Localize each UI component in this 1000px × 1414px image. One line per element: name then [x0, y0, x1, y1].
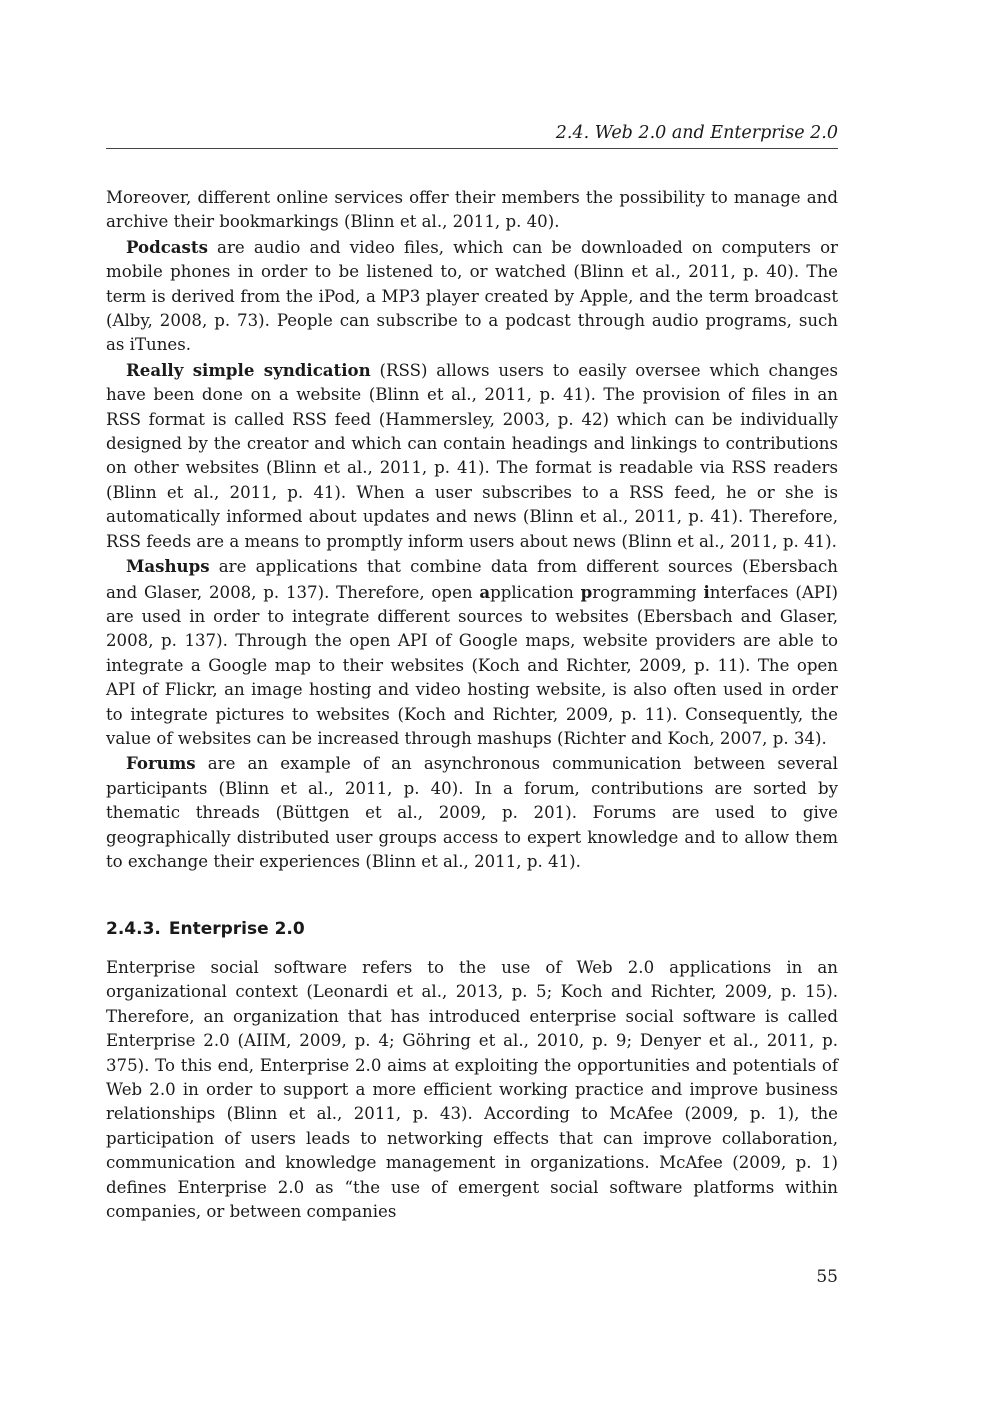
- term-podcasts: Podcasts: [126, 236, 208, 257]
- paragraph-podcasts: [106, 235, 838, 358]
- paragraph-rss: [106, 358, 838, 554]
- body-text: [106, 186, 838, 874]
- paragraph-text: Enterprise social software refers to the use of Web 2.0 applications in an organizational context (Leonardi et al., 2013, p. 5; Koch and Richter, 2009, p. 15). Therefore, an organization that has introduced enterprise social software is called Enterprise 2.0 (AIIM, 2009, p. 4; Göhring et al., 2010, p. 9; Denyer et al., 2011, p. 375). To this end, Enterprise 2.0 aims at exploiting the opportunities and potentials of Web 2.0 in order to support a more efficient working practice and improve business relationships (Blinn et al., 2011, p. 43). According to McAfee (2009, p. 1), the participation of users leads to networking effects that can improve collaboration, communication and knowledge management in organizations. McAfee (2009, p. 1) defines Enterprise 2.0 as “the use of emergent social software platforms within companies, or between companies: [106, 958, 838, 1222]
- term-rss: Really simple syndication: [126, 359, 371, 380]
- paragraph-text: rogramming: [592, 582, 704, 602]
- subsection-body: [106, 956, 838, 1224]
- paragraph-text: are audio and video files, which can be downloaded on computers or mobile phones in order to be listened to, or watched (Blinn et al., 2011, p. 40). The term is derived from the iPod, a MP3 player created by Apple, and the term broadcast (Alby, 2008, p. 73). People can subscribe to a podcast through audio programs, such as iTunes.: [106, 237, 838, 355]
- term-forums: Forums: [126, 753, 196, 774]
- subsection-number: 2.4.3.: [106, 919, 161, 939]
- running-header: 2.4. Web 2.0 and Enterprise 2.0: [555, 123, 838, 143]
- paragraph-text: are applications that combine data from different sources (Ebersbach and Glaser, 2008, p. 137). Therefore, open: [106, 557, 838, 602]
- subsection-title: Enterprise 2.0: [168, 919, 305, 939]
- paragraph-enterprise: [106, 956, 838, 1224]
- acronym-letter-i: i: [703, 581, 710, 602]
- paragraph-text: pplication: [490, 582, 581, 602]
- header-rule: [106, 148, 838, 149]
- paragraph-bookmarkings: [106, 186, 838, 235]
- paragraph-text: nterfaces (API) are used in order to integrate different sources to websites (Ebersbach and Glaser, 2008, p. 137). Through the open API of Google maps, website providers are able to integrate a Google map to their websites (Koch and Richter, 2009, p. 11). The open API of Flickr, an image hosting and video hosting website, is also often used in order to integrate pictures to websites (Koch and Richter, 2009, p. 11). Consequently, the value of websites can be increased through mashups (Richter and Koch, 2007, p. 34).: [106, 582, 838, 748]
- page-number: 55: [816, 1267, 838, 1287]
- subsection-heading: [106, 917, 838, 941]
- acronym-letter-p: p: [580, 581, 593, 602]
- paragraph-forums: [106, 751, 838, 874]
- paragraph-text: are an example of an asynchronous communication between several participants (Blinn et al., 2011, p. 40). In a forum, contributions are sorted by thematic threads (Büttgen et al., 2009, p. 201). Forums are used to give geographically distributed user groups access to expert knowledge and to allow them to exchange their experiences (Blinn et al., 2011, p. 41).: [106, 754, 838, 871]
- paragraph-text: Moreover, different online services offer their members the possibility to manage and archive their bookmarkings (Blinn et al., 2011, p. 40).: [106, 188, 838, 232]
- acronym-letter-a: a: [479, 581, 491, 602]
- paragraph-mashups: [106, 554, 838, 751]
- term-mashups: Mashups: [126, 556, 210, 577]
- paragraph-text: (RSS) allows users to easily oversee which changes have been done on a website (Blinn et al., 2011, p. 41). The provision of files in an RSS format is called RSS feed (Hammersley, 2003, p. 42) which can be individually designed by the creator and which can contain headings and linkings to contributions on other websites (Blinn et al., 2011, p. 41). The format is readable via RSS readers (Blinn et al., 2011, p. 41). When a user subscribes to a RSS feed, he or she is automatically informed about updates and news (Blinn et al., 2011, p. 41). Therefore, RSS feeds are a means to promptly inform users about news (Blinn et al., 2011, p. 41).: [106, 360, 839, 551]
